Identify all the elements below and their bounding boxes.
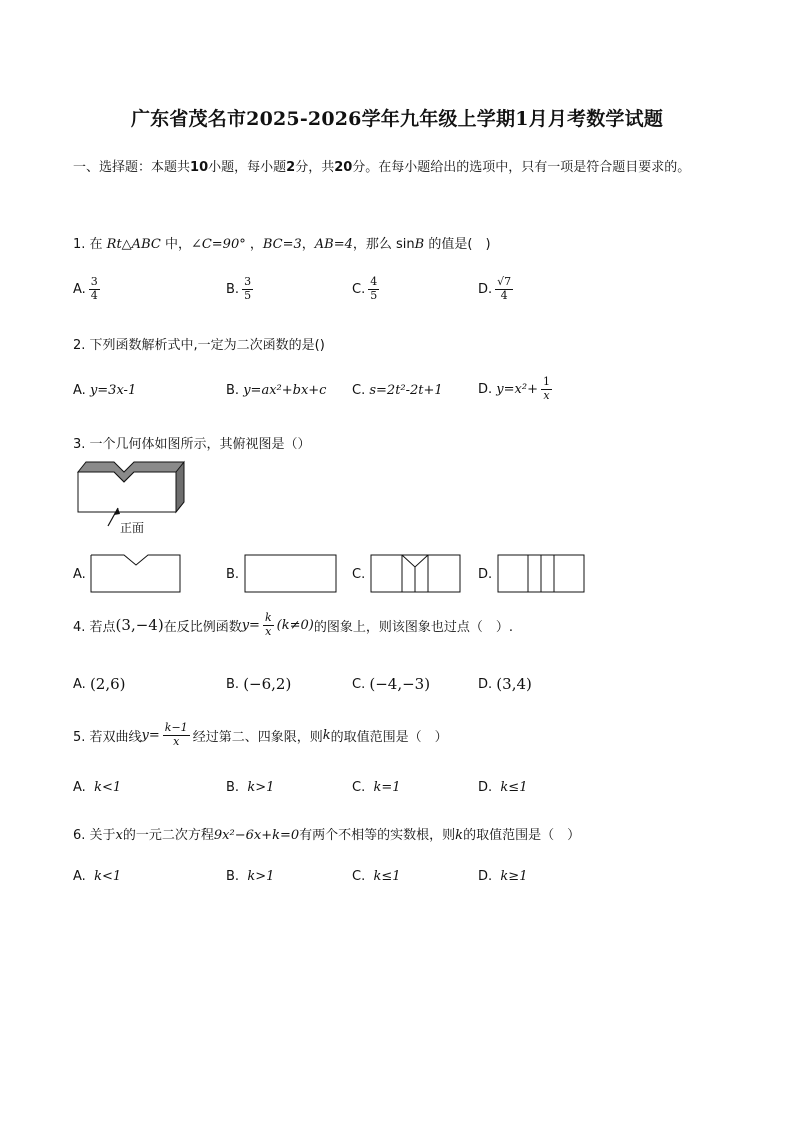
option-text: y=x²+ <box>496 381 538 397</box>
option-label: B. <box>226 383 240 398</box>
section-header <box>73 152 723 184</box>
q1-text: ， <box>301 237 315 252</box>
section-text: 分。在每小题给出的选项中，只有一项是符合题目要求的。 <box>352 160 691 175</box>
q6-text: 的取值范围是（ ） <box>463 828 581 843</box>
q1-ab: AB=4 <box>314 237 353 252</box>
option-label: C. <box>352 869 366 884</box>
q6-equation: 9x²−6x+k=0 <box>213 828 300 843</box>
q5-text: 的取值范围是（ ） <box>330 729 448 745</box>
q6-text: 的一元二次方程 <box>122 828 214 843</box>
option-text: s=2t²-2t+1 <box>369 383 443 398</box>
denominator: 5 <box>244 288 252 302</box>
top-view-a <box>90 554 182 594</box>
q4-text: 在反比例函数 <box>163 619 242 635</box>
question-3-stem: 3. 一个几何体如图所示，其俯视图是（） <box>73 437 311 452</box>
option-label: A. <box>73 383 86 398</box>
option-label: C. <box>352 281 366 297</box>
q2-option-d[interactable] <box>478 376 555 402</box>
section-text: 本题共 <box>151 160 191 175</box>
option-label: A. <box>73 676 86 692</box>
denominator: x <box>173 734 180 748</box>
section-text: 小题，每小题 <box>208 160 287 175</box>
q5-text: 经过第二、四象限，则 <box>192 729 323 745</box>
q6-option-c[interactable] <box>352 869 401 884</box>
fraction <box>495 276 513 302</box>
option-label: D. <box>478 676 493 692</box>
q1-option-c[interactable] <box>352 276 382 302</box>
option-label: C. <box>352 567 366 582</box>
q4-option-a[interactable] <box>73 675 126 693</box>
option-text: (2,6) <box>89 675 126 693</box>
option-text: y=3x-1 <box>89 383 137 398</box>
q1-text: 1. 在 <box>73 237 107 252</box>
option-text: (−4,−3) <box>369 675 431 693</box>
q1-bc: BC=3 <box>262 237 302 252</box>
option-text: k>1 <box>247 869 275 884</box>
q1-text: 中， <box>160 237 191 252</box>
question-5-stem <box>73 722 448 748</box>
option-text: k≤1 <box>373 869 401 884</box>
option-text: k≤1 <box>500 780 528 795</box>
numerator: 3 <box>244 275 252 288</box>
q6-option-d[interactable] <box>478 869 527 884</box>
option-label: B. <box>226 869 240 884</box>
denominator: x <box>543 388 550 402</box>
option-text: (3,4) <box>496 675 532 693</box>
numerator: k−1 <box>164 721 188 734</box>
q6-text: 有两个不相等的实数根，则 <box>299 828 456 843</box>
question-2-stem: 2. 下列函数解析式中,一定为二次函数的是() <box>73 338 325 353</box>
option-text: k=1 <box>373 780 401 795</box>
numerator: 4 <box>370 275 378 288</box>
points-per-question: 2 <box>286 160 296 175</box>
q1-option-b[interactable] <box>226 276 256 302</box>
q1-b: B <box>414 237 425 252</box>
option-text: k<1 <box>94 869 122 884</box>
top-view-c <box>370 554 462 594</box>
q5-option-b[interactable] <box>226 780 274 795</box>
q6-x: x <box>115 828 123 843</box>
fraction <box>368 276 379 302</box>
q1-triangle: Rt△ABC <box>106 237 161 252</box>
q4-text: 4. 若点 <box>73 619 116 635</box>
option-label: C. <box>352 383 366 398</box>
denominator: x <box>265 624 272 638</box>
numerator: √7 <box>497 275 512 288</box>
option-label: A. <box>73 281 86 297</box>
question-6-stem <box>73 824 580 843</box>
section-text: 分，共 <box>295 160 335 175</box>
option-label: A. <box>73 567 86 582</box>
option-label: D. <box>478 567 493 582</box>
fraction <box>263 612 274 638</box>
option-label: D. <box>478 780 493 795</box>
option-text: k≥1 <box>500 869 528 884</box>
question-4-stem <box>73 612 513 638</box>
numerator: 3 <box>90 275 98 288</box>
q4-option-d[interactable] <box>478 675 532 693</box>
denominator: 5 <box>370 288 378 302</box>
q4-option-c[interactable] <box>352 675 430 693</box>
page-title: 广东省茂名市2025-2026学年九年级上学期1月月考数学试题 <box>130 108 664 130</box>
option-text: (−6,2) <box>243 675 292 693</box>
option-label: A. <box>73 869 86 884</box>
q5-option-a[interactable] <box>73 780 121 795</box>
q5-option-c[interactable] <box>352 780 401 795</box>
numerator: k <box>264 611 272 624</box>
top-view-b <box>244 554 338 594</box>
denominator: 4 <box>90 288 98 302</box>
option-label: D. <box>478 869 493 884</box>
option-label: C. <box>352 676 366 692</box>
question-count: 10 <box>190 160 209 175</box>
q2-option-b[interactable] <box>226 383 326 398</box>
option-text: k<1 <box>94 780 122 795</box>
question-1-stem <box>73 233 491 252</box>
top-view-d <box>497 554 587 594</box>
total-points: 20 <box>334 160 353 175</box>
q6-k: k <box>455 828 464 843</box>
q4-text: 的图象上，则该图象也过点（ ）. <box>313 619 513 635</box>
q5-option-d[interactable] <box>478 780 527 795</box>
option-label: D. <box>478 381 493 397</box>
option-label: B. <box>226 676 240 692</box>
option-label: B. <box>226 567 240 582</box>
q1-text: ， <box>245 237 263 252</box>
q1-text: 的值是( ) <box>424 237 491 252</box>
q2-option-a[interactable] <box>73 383 136 398</box>
option-label: C. <box>352 780 366 795</box>
solid-figure <box>76 460 196 540</box>
fraction <box>163 722 190 748</box>
option-text: k>1 <box>247 780 275 795</box>
q4-point: (3,−4) <box>115 616 164 635</box>
option-label: D. <box>478 281 493 297</box>
option-label: B. <box>226 281 240 297</box>
q1-option-a[interactable] <box>73 276 103 302</box>
q6-option-b[interactable] <box>226 869 274 884</box>
q4-option-b[interactable] <box>226 675 291 693</box>
q4-fn: y= <box>241 617 260 633</box>
denominator: 4 <box>500 288 508 302</box>
q5-k: k <box>322 727 331 743</box>
q5-text: 5. 若双曲线 <box>73 729 142 745</box>
fraction <box>242 276 253 302</box>
q5-fn: y= <box>141 727 160 743</box>
q1-text: ，那么 sin <box>352 237 415 252</box>
q6-text: 6. 关于 <box>73 828 116 843</box>
fraction <box>541 376 552 402</box>
q2-option-c[interactable] <box>352 383 443 398</box>
front-label: 正面 <box>120 521 145 535</box>
option-text: y=ax²+bx+c <box>243 383 327 398</box>
q6-option-a[interactable] <box>73 869 121 884</box>
section-label: 一、选择题： <box>73 160 152 175</box>
q1-option-d[interactable] <box>478 276 516 302</box>
q4-condition: (k≠0) <box>276 617 314 633</box>
option-label: B. <box>226 780 240 795</box>
option-label: A. <box>73 780 86 795</box>
fraction <box>89 276 100 302</box>
q1-angle: ∠C=90° <box>190 237 246 252</box>
numerator: 1 <box>542 375 550 388</box>
